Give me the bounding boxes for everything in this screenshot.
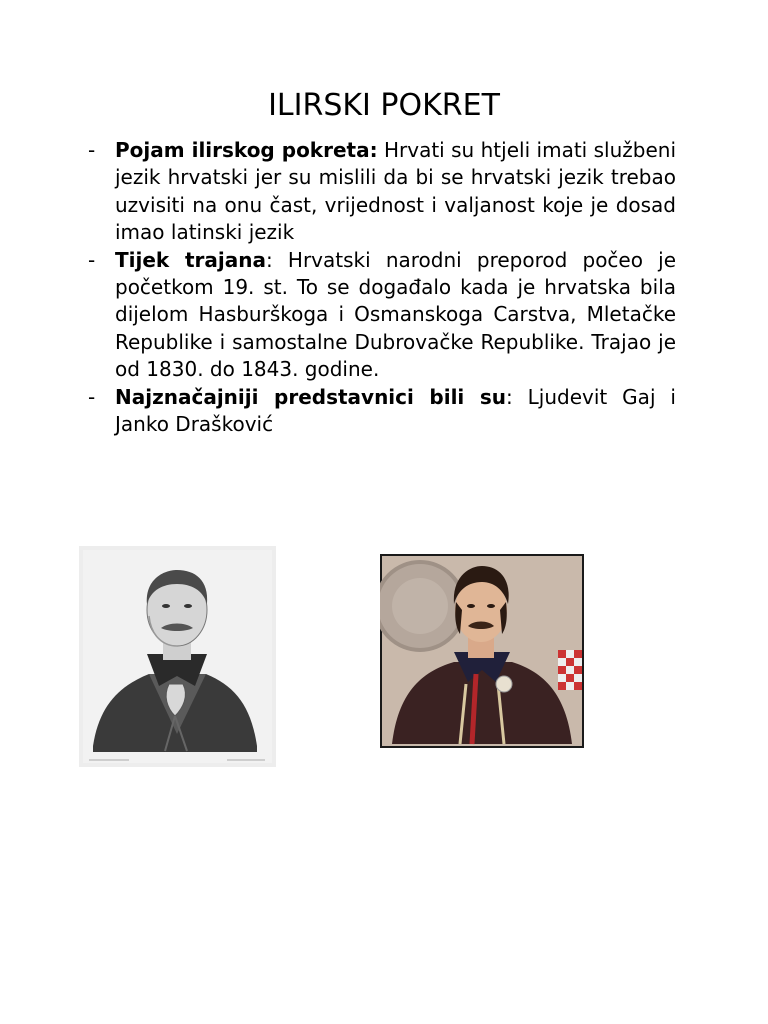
bullet-heading: Najznačajniji predstavnici bili su [115, 384, 506, 409]
portrait-engraving-icon [79, 546, 276, 767]
bullet-item-representatives [88, 384, 676, 439]
bullet-body: Ljudevit Gaj i Janko Drašković [115, 384, 676, 437]
bullet-separator: : [266, 247, 273, 272]
bullet-heading: Tijek trajana [115, 247, 266, 272]
portrait-painting-icon [380, 554, 584, 748]
bullet-marker: - [88, 384, 96, 409]
bullet-heading: Pojam ilirskog pokreta: [115, 138, 378, 162]
bullet-item-duration [88, 247, 676, 384]
bullet-marker: - [88, 138, 96, 162]
bullet-list [88, 137, 676, 438]
bullet-marker: - [88, 247, 96, 272]
bullet-body: Hrvatski narodni preporod počeo je početkom 19. st. To se događalo kada je hrvatska bila dijelom Hasburškoga i Osmanskoga Carstva, Mletačke Republike i samostalne Dubrovačke Republike. Trajao je od 1830. do 1843. godine. [115, 247, 676, 382]
portrait-engraving [79, 546, 276, 767]
page-title: ILIRSKI POKRET [268, 88, 500, 123]
bullet-item-concept [88, 137, 676, 247]
bullet-text [115, 384, 676, 439]
bullet-separator: : [505, 384, 513, 409]
bullet-text [115, 137, 676, 247]
bullet-body: Hrvati su htjeli imati službeni jezik hrvatski jer su mislili da bi se hrvatski jezik trebao uzvisiti na onu čast, vrijednost i valjanost koje je dosad imao latinski jezik [115, 138, 676, 245]
portrait-painting [380, 554, 584, 748]
bullet-text [115, 247, 676, 384]
